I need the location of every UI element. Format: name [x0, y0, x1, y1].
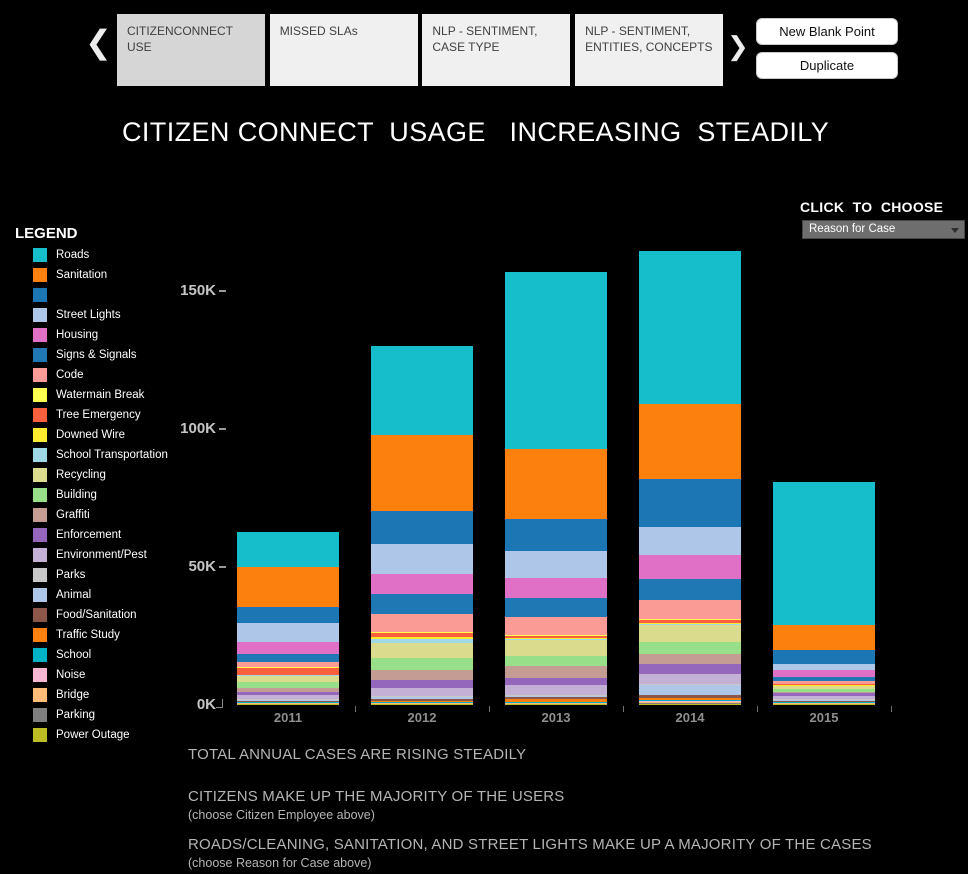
y-axis-tick-label: 0K	[196, 696, 216, 713]
tab-nlp-sentiment-case-type[interactable]: NLP - SENTIMENT, CASE TYPE	[422, 14, 570, 86]
x-axis-label-2014: 2014	[675, 710, 705, 725]
legend-swatch	[33, 268, 47, 282]
bar-segment-2012-sanitation[interactable]	[371, 435, 473, 511]
bar-segment-2014-graffiti[interactable]	[639, 654, 741, 664]
legend-label: Tree Emergency	[56, 409, 141, 421]
legend-swatch	[33, 388, 47, 402]
legend-swatch	[33, 508, 47, 522]
x-axis-label-2015: 2015	[809, 710, 839, 725]
bar-segment-2014-enforcement[interactable]	[639, 664, 741, 674]
legend-label: Signs & Signals	[56, 349, 137, 361]
tab-missed-slas[interactable]: MISSED SLAs	[270, 14, 418, 86]
bar-segment-2012-blank[interactable]	[371, 511, 473, 544]
bar-segment-2011-roads[interactable]	[237, 532, 339, 567]
legend-label: Roads	[56, 249, 90, 261]
bar-2013	[505, 272, 607, 705]
legend-label: Downed Wire	[56, 429, 126, 441]
legend-swatch	[33, 328, 47, 342]
bar-segment-2014-street-lights[interactable]	[639, 527, 741, 555]
legend-label: Bridge	[56, 689, 90, 701]
bar-segment-2012-roads[interactable]	[371, 346, 473, 434]
bar-segment-2014-power-outage[interactable]	[639, 704, 741, 705]
bar-segment-2013-building[interactable]	[505, 656, 607, 666]
bar-segment-2012-recycling[interactable]	[371, 643, 473, 658]
annotation-citizens	[188, 788, 565, 822]
bar-segment-2014-sanitation[interactable]	[639, 404, 741, 479]
chooser-label: CLICK TO CHOOSE	[800, 199, 944, 215]
bar-segment-2014-building[interactable]	[639, 642, 741, 654]
legend-label: Food/Sanitation	[56, 609, 137, 621]
legend-swatch	[33, 488, 47, 502]
bar-2011	[237, 532, 339, 705]
legend-swatch	[33, 728, 47, 742]
bar-segment-2012-code[interactable]	[371, 614, 473, 632]
bar-segment-2011-street-lights[interactable]	[237, 623, 339, 642]
bar-segment-2014-environment-pest[interactable]	[639, 674, 741, 684]
next-arrow-icon[interactable]: ❯	[727, 31, 749, 61]
legend-label: Environment/Pest	[56, 549, 147, 561]
legend-label: Code	[56, 369, 84, 381]
legend-swatch	[33, 548, 47, 562]
bar-segment-2013-street-lights[interactable]	[505, 551, 607, 578]
legend-label: Sanitation	[56, 269, 108, 281]
legend-label: Watermain Break	[56, 389, 145, 401]
bar-segment-2014-code[interactable]	[639, 600, 741, 620]
legend-swatch	[33, 688, 47, 702]
bar-segment-2014-roads[interactable]	[639, 251, 741, 404]
legend-swatch	[33, 288, 47, 302]
y-axis-tick-mark	[219, 566, 226, 568]
legend-swatch	[33, 628, 47, 642]
annotation-total-cases	[188, 746, 526, 763]
dropdown-value: Reason for Case	[809, 223, 896, 235]
bar-segment-2015-blank[interactable]	[773, 650, 875, 664]
bar-segment-2012-housing[interactable]	[371, 574, 473, 594]
bar-segment-2014-animal[interactable]	[639, 685, 741, 695]
bar-segment-2012-street-lights[interactable]	[371, 544, 473, 574]
bar-segment-2013-signs-signals[interactable]	[505, 598, 607, 618]
x-axis-label-2012: 2012	[407, 710, 437, 725]
y-axis-tick-label: 150K	[180, 282, 216, 299]
bar-segment-2012-signs-signals[interactable]	[371, 594, 473, 614]
duplicate-button[interactable]: Duplicate	[756, 52, 898, 79]
bar-segment-2014-recycling[interactable]	[639, 625, 741, 642]
legend-label: Power Outage	[56, 729, 130, 741]
annotation-text: ROADS/CLEANING, SANITATION, AND STREET LIGHTS MAKE UP A MAJORITY OF THE CASES	[188, 836, 872, 853]
annotation-text: TOTAL ANNUAL CASES ARE RISING STEADILY	[188, 746, 527, 763]
legend-label: Housing	[56, 329, 99, 341]
x-axis-label-2013: 2013	[541, 710, 571, 725]
new-blank-point-button[interactable]: New Blank Point	[756, 18, 898, 45]
bar-segment-2011-housing[interactable]	[237, 642, 339, 654]
legend-label: School	[56, 649, 92, 661]
legend-label: School Transportation	[56, 449, 168, 461]
legend-label: Animal	[56, 589, 92, 601]
bar-segment-2012-building[interactable]	[371, 658, 473, 670]
bar-segment-2013-power-outage[interactable]	[505, 704, 607, 705]
annotation-roads	[188, 836, 872, 870]
bar-segment-2011-tree-emergency[interactable]	[237, 668, 339, 675]
annotation-note: (choose Reason for Case above)	[188, 856, 372, 870]
bar-segment-2011-power-outage[interactable]	[237, 704, 339, 705]
legend-label: Noise	[56, 669, 86, 681]
bar-segment-2015-sanitation[interactable]	[773, 625, 875, 650]
bar-segment-2011-sanitation[interactable]	[237, 567, 339, 607]
legend-swatch	[33, 588, 47, 602]
legend-swatch	[33, 368, 47, 382]
x-axis-tick-mark	[623, 706, 624, 712]
dropdown-caret-icon	[951, 228, 959, 233]
legend-swatch	[33, 428, 47, 442]
prev-arrow-icon[interactable]: ❮	[85, 24, 112, 60]
bar-segment-2013-code[interactable]	[505, 617, 607, 635]
annotation-note: (choose Citizen Employee above)	[188, 808, 375, 822]
legend-label: Enforcement	[56, 529, 122, 541]
legend-swatch	[33, 348, 47, 362]
bar-segment-2012-environment-pest[interactable]	[371, 688, 473, 696]
legend-label: Parking	[56, 709, 95, 721]
legend-heading: LEGEND	[15, 225, 78, 242]
bar-segment-2015-roads[interactable]	[773, 482, 875, 626]
y-axis-tick-mark	[219, 428, 226, 430]
legend-swatch	[33, 568, 47, 582]
legend-label: Street Lights	[56, 309, 121, 321]
bar-segment-2014-signs-signals[interactable]	[639, 579, 741, 600]
bar-2012	[371, 346, 473, 705]
legend-swatch	[33, 608, 47, 622]
bar-segment-2013-graffiti[interactable]	[505, 666, 607, 678]
bar-segment-2013-sanitation[interactable]	[505, 449, 607, 519]
legend-label: Traffic Study	[56, 629, 120, 641]
bar-segment-2013-roads[interactable]	[505, 272, 607, 449]
x-axis-label-2011: 2011	[273, 710, 303, 725]
legend-swatch	[33, 408, 47, 422]
y-axis-tick-label: 100K	[180, 420, 216, 437]
bar-segment-2014-housing[interactable]	[639, 555, 741, 579]
bar-segment-2013-environment-pest[interactable]	[505, 685, 607, 695]
bar-segment-2013-enforcement[interactable]	[505, 678, 607, 685]
reason-for-case-dropdown[interactable]	[802, 220, 965, 239]
y-axis-tick-mark	[219, 290, 226, 292]
legend-swatch	[33, 308, 47, 322]
legend-swatch	[33, 648, 47, 662]
x-axis-tick-mark	[355, 706, 356, 712]
bar-2015	[773, 482, 875, 705]
legend-label: Parks	[56, 569, 86, 581]
legend-swatch	[33, 708, 47, 722]
legend-label: Building	[56, 489, 97, 501]
y-axis-tick-label: 50K	[188, 558, 216, 575]
legend-label: Recycling	[56, 469, 106, 481]
bar-segment-2011-signs-signals[interactable]	[237, 654, 339, 662]
bar-segment-2015-power-outage[interactable]	[773, 704, 875, 705]
bar-segment-2013-housing[interactable]	[505, 578, 607, 598]
legend-swatch	[33, 448, 47, 462]
x-axis-tick-mark	[489, 706, 490, 712]
bar-segment-2011-blank[interactable]	[237, 607, 339, 623]
x-axis-tick-mark	[757, 706, 758, 712]
legend-label: Graffiti	[56, 509, 90, 521]
bar-segment-2012-graffiti[interactable]	[371, 670, 473, 680]
legend-swatch	[33, 248, 47, 262]
bar-segment-2013-recycling[interactable]	[505, 640, 607, 656]
legend-swatch	[33, 528, 47, 542]
bar-2014	[639, 251, 741, 705]
axis-corner	[216, 699, 223, 708]
bar-segment-2012-power-outage[interactable]	[371, 704, 473, 705]
legend-swatch	[33, 468, 47, 482]
bar-segment-2014-blank[interactable]	[639, 479, 741, 527]
bar-segment-2012-enforcement[interactable]	[371, 680, 473, 688]
annotation-text: CITIZENS MAKE UP THE MAJORITY OF THE USERS	[188, 788, 565, 805]
bar-segment-2013-blank[interactable]	[505, 519, 607, 551]
tab-citizenconnect-use[interactable]: CITIZENCONNECT USE	[117, 14, 265, 86]
page-title: CITIZEN CONNECT USAGE INCREASING STEADILY	[122, 117, 830, 147]
x-axis-tick-mark	[891, 706, 892, 712]
legend-swatch	[33, 668, 47, 682]
tab-nlp-sentiment-entities-concepts[interactable]: NLP - SENTIMENT, ENTITIES, CONCEPTS	[575, 14, 723, 86]
